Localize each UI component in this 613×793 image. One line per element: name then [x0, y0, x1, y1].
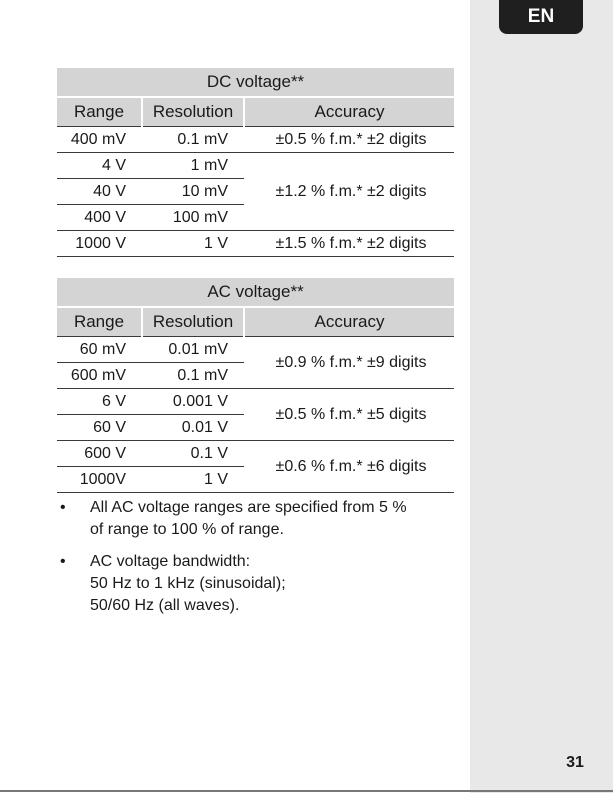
table-row	[57, 389, 454, 415]
resolution-cell: 0.01 V	[142, 415, 244, 441]
range-cell: 600 V	[57, 441, 142, 467]
column-header-accuracy: Accuracy	[244, 97, 454, 127]
dc-voltage-table	[57, 68, 454, 257]
list-item	[60, 497, 450, 541]
bullet-marker: •	[60, 553, 66, 570]
resolution-cell: 0.01 mV	[142, 337, 244, 363]
range-cell: 40 V	[57, 179, 142, 205]
range-cell: 6 V	[57, 389, 142, 415]
range-cell: 4 V	[57, 153, 142, 179]
table-title: AC voltage**	[57, 278, 454, 307]
note-line: 50/60 Hz (all waves).	[90, 597, 240, 614]
note-line: 50 Hz to 1 kHz (sinusoidal);	[90, 575, 286, 592]
resolution-cell: 0.1 mV	[142, 127, 244, 153]
bullet-marker: •	[60, 499, 66, 516]
accuracy-cell: ±1.5 % f.m.* ±2 digits	[244, 231, 454, 257]
accuracy-cell: ±0.5 % f.m.* ±2 digits	[244, 127, 454, 153]
range-cell: 400 mV	[57, 127, 142, 153]
range-cell: 1000V	[57, 467, 142, 493]
resolution-cell: 1 mV	[142, 153, 244, 179]
resolution-cell: 10 mV	[142, 179, 244, 205]
column-header-range: Range	[57, 97, 142, 127]
resolution-cell: 1 V	[142, 467, 244, 493]
note-line: AC voltage bandwidth:	[90, 553, 251, 570]
range-cell: 600 mV	[57, 363, 142, 389]
page-number: 31	[566, 754, 584, 771]
bottom-divider	[0, 790, 613, 792]
range-cell: 60 V	[57, 415, 142, 441]
table-row	[57, 153, 454, 179]
note-line: All AC voltage ranges are specified from 5 %	[90, 499, 407, 516]
resolution-cell: 1 V	[142, 231, 244, 257]
range-cell: 1000 V	[57, 231, 142, 257]
table-row	[57, 337, 454, 363]
resolution-cell: 0.001 V	[142, 389, 244, 415]
accuracy-cell: ±0.5 % f.m.* ±5 digits	[244, 389, 454, 441]
accuracy-cell: ±0.6 % f.m.* ±6 digits	[244, 441, 454, 493]
accuracy-cell: ±1.2 % f.m.* ±2 digits	[244, 153, 454, 231]
range-cell: 400 V	[57, 205, 142, 231]
column-header-accuracy: Accuracy	[244, 307, 454, 337]
resolution-cell: 0.1 V	[142, 441, 244, 467]
notes-list	[60, 497, 450, 627]
column-header-resolution: Resolution	[142, 97, 244, 127]
range-cell: 60 mV	[57, 337, 142, 363]
table-row	[57, 231, 454, 257]
column-header-range: Range	[57, 307, 142, 337]
side-margin-panel	[470, 0, 613, 793]
note-line: of range to 100 % of range.	[90, 521, 284, 538]
language-badge: EN	[499, 0, 583, 34]
table-row	[57, 441, 454, 467]
accuracy-cell: ±0.9 % f.m.* ±9 digits	[244, 337, 454, 389]
resolution-cell: 100 mV	[142, 205, 244, 231]
table-title: DC voltage**	[57, 68, 454, 97]
table-row	[57, 127, 454, 153]
ac-voltage-table	[57, 278, 454, 493]
column-header-resolution: Resolution	[142, 307, 244, 337]
resolution-cell: 0.1 mV	[142, 363, 244, 389]
list-item	[60, 551, 450, 617]
